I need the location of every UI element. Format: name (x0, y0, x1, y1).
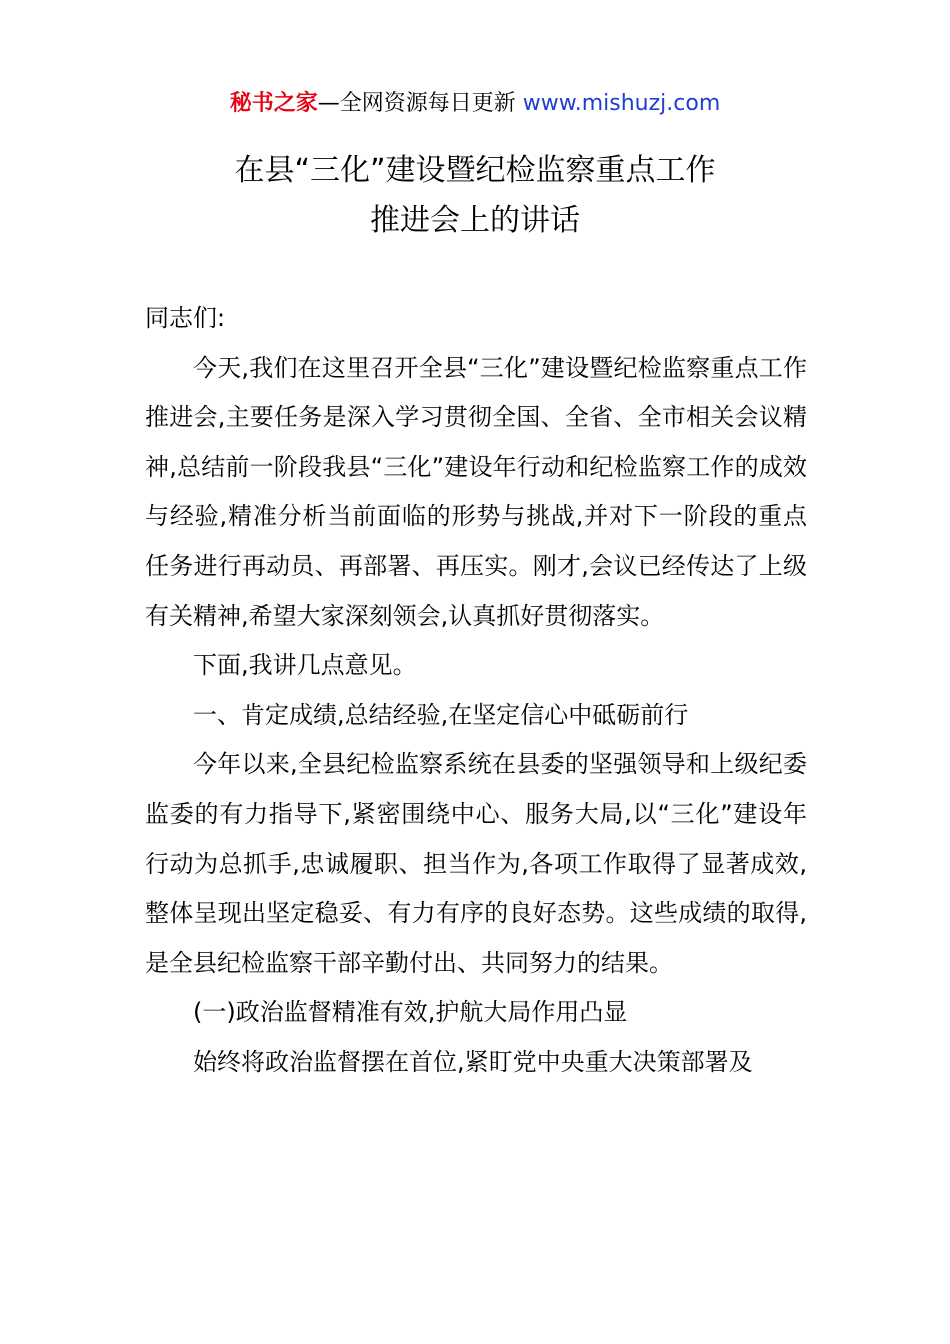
title-line-1: 在县“三化”建设暨纪检监察重点工作 (234, 153, 716, 188)
paragraph-achievements: 今年以来,全县纪检监察系统在县委的坚强领导和上级纪委监委的有力指导下,紧密围绕中心、服务大局,以“三化”建设年行动为总抓手,忠诚履职、担当作为,各项工作取得了显著成效,整体呈现出坚定稳妥、有力有序的良好态势。这些成绩的取得,是全县纪检监察干部辛勤付出、共同努力的结果。 (145, 750, 807, 977)
document-title (0, 146, 950, 246)
section-heading-1: 一、肯定成绩,总结经验,在坚定信心中砥砺前行 (193, 700, 689, 729)
salutation: 同志们: (145, 304, 226, 332)
site-url-link[interactable]: www.mishuzj.com (522, 91, 721, 116)
document-body (145, 294, 807, 1088)
site-tagline: —全网资源每日更新 (317, 91, 523, 116)
paragraph-intro-points: 下面,我讲几点意见。 (193, 651, 417, 680)
subsection-heading-1: (一)政治监督精准有效,护航大局作用凸显 (193, 998, 628, 1027)
site-banner (0, 88, 950, 120)
title-line-2: 推进会上的讲话 (370, 203, 580, 238)
paragraph-political-supervision: 始终将政治监督摆在首位,紧盯党中央重大决策部署及 (193, 1047, 753, 1076)
paragraph-opening: 今天,我们在这里召开全县“三化”建设暨纪检监察重点工作推进会,主要任务是深入学习贯彻全国、全省、全市相关会议精神,总结前一阶段我县“三化”建设年行动和纪检监察工作的成效与经验,精准分析当前面临的形势与挑战,并对下一阶段的重点任务进行再动员、再部署、再压实。刚才,会议已经传达了上级有关精神,希望大家深刻领会,认真抓好贯彻落实。 (145, 353, 807, 630)
site-name: 秘书之家 (229, 91, 318, 116)
